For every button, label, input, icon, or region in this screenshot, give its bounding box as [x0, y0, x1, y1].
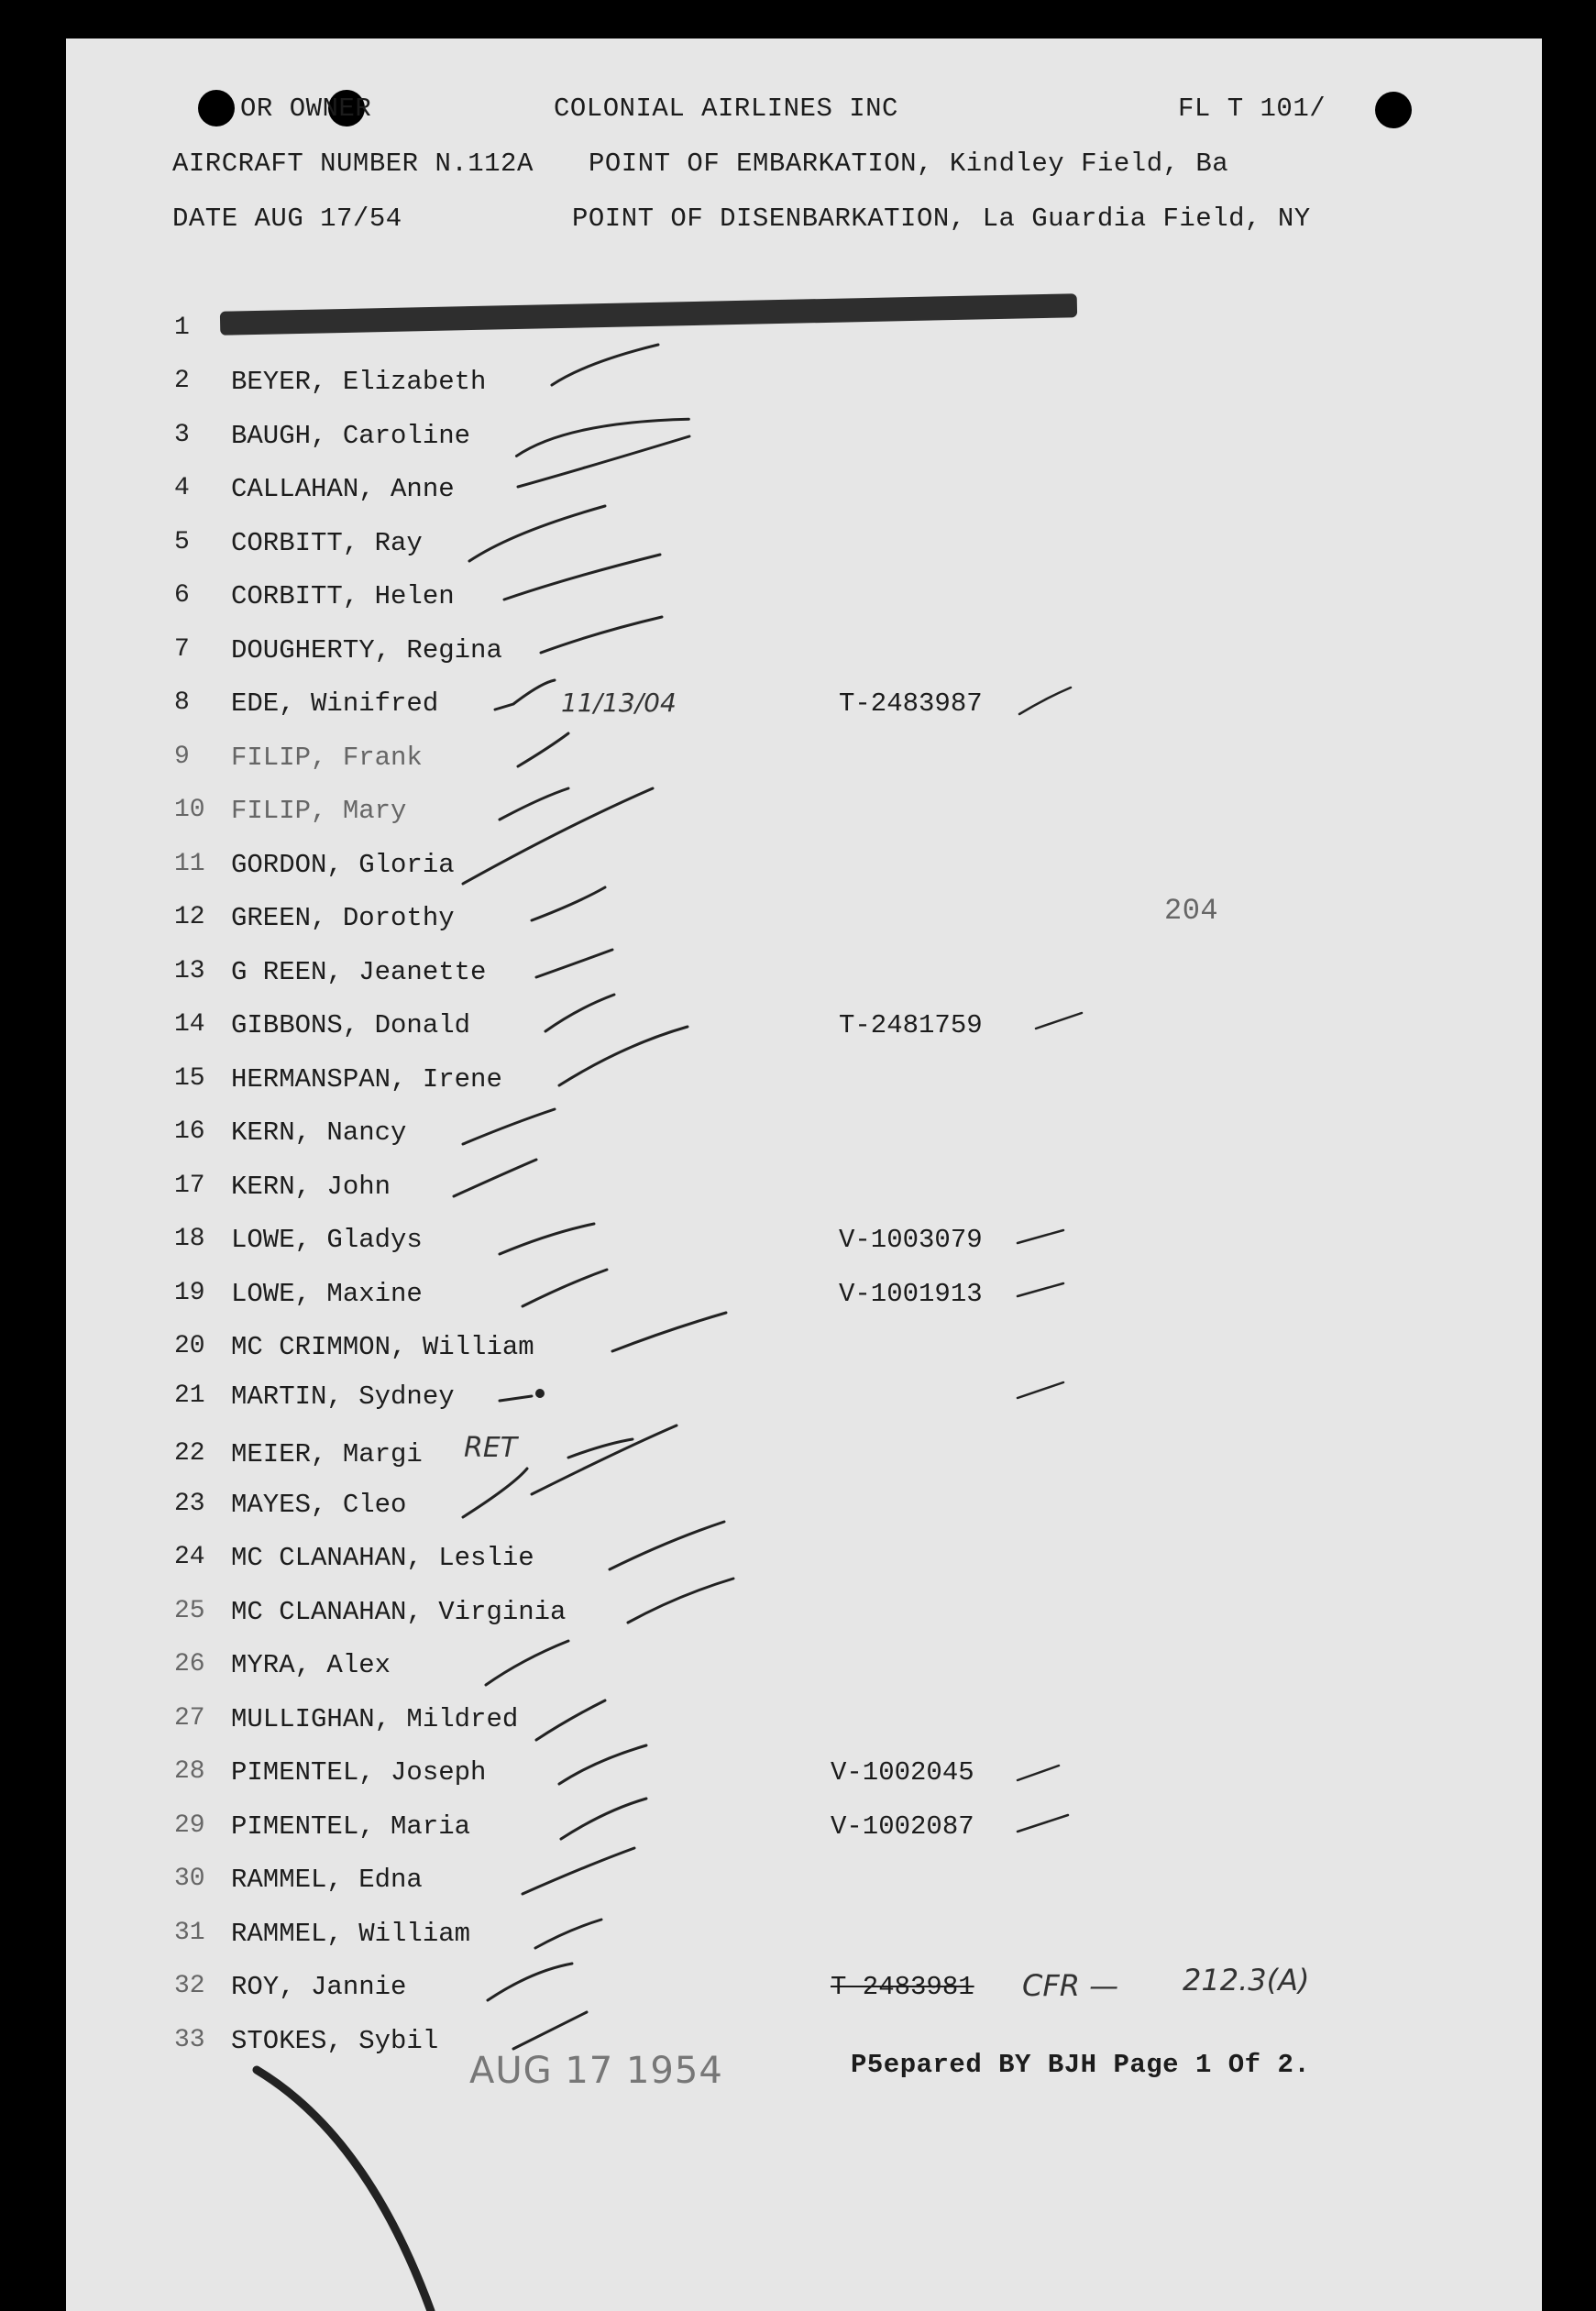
row-number: 19	[174, 1279, 205, 1307]
row-number: 13	[174, 957, 205, 985]
ticket-number: T-2483987	[839, 688, 983, 719]
owner-label: OR OWNER	[240, 94, 372, 124]
passenger-name: GREEN, Dorothy	[231, 903, 455, 933]
row-number: 5	[174, 528, 190, 556]
row-number: 23	[174, 1490, 205, 1518]
row-number: 17	[174, 1172, 205, 1200]
passenger-name: BEYER, Elizabeth	[231, 367, 487, 397]
handwritten-margaret-suffix: RET	[464, 1432, 518, 1464]
row-number: 31	[174, 1919, 205, 1947]
passenger-name: STOKES, Sybil	[231, 2026, 439, 2056]
embarkation-point: POINT OF EMBARKATION, Kindley Field, Ba	[589, 149, 1229, 179]
ticket-number-struck: T 2483981	[831, 1972, 974, 2002]
passenger-name: LOWE, Maxine	[231, 1279, 423, 1309]
row-number: 9	[174, 743, 190, 771]
row-number: 15	[174, 1064, 205, 1093]
aircraft-number: AIRCRAFT NUMBER N.112A	[172, 149, 534, 179]
prepared-by-footer: P5epared BY BJH Page 1 Of 2.	[851, 2050, 1311, 2080]
disembarkation-point: POINT OF DISENBARKATION, La Guardia Field, NY	[572, 204, 1311, 234]
ticket-number: V-1002087	[831, 1811, 974, 1842]
passenger-name: DOUGHERTY, Regina	[231, 635, 502, 666]
passenger-name: CALLAHAN, Anne	[231, 474, 455, 504]
row-number: 8	[174, 688, 190, 717]
margin-number: 204	[1164, 894, 1219, 928]
row-number: 27	[174, 1704, 205, 1733]
passenger-name: MC CLANAHAN, Leslie	[231, 1543, 534, 1573]
airline-name: COLONIAL AIRLINES INC	[554, 94, 898, 124]
row-number: 28	[174, 1757, 205, 1786]
passenger-name: MC CRIMMON, William	[231, 1332, 534, 1362]
row-number: 30	[174, 1865, 205, 1893]
row-number: 4	[174, 474, 190, 502]
row-number: 14	[174, 1010, 205, 1039]
passenger-name: MEIER, Margi	[231, 1439, 423, 1469]
passenger-name: HERMANSPAN, Irene	[231, 1064, 502, 1095]
row-number: 3	[174, 421, 190, 449]
passenger-name: BAUGH, Caroline	[231, 421, 471, 451]
passenger-name: GORDON, Gloria	[231, 850, 455, 880]
row-number: 24	[174, 1543, 205, 1571]
passenger-name: MYRA, Alex	[231, 1650, 391, 1680]
row-number: 25	[174, 1597, 205, 1625]
row-number: 21	[174, 1381, 205, 1410]
passenger-name: EDE, Winifred	[231, 688, 439, 719]
row-number: 2	[174, 367, 190, 395]
row-number: 1	[174, 314, 190, 342]
passenger-name: PIMENTEL, Maria	[231, 1811, 471, 1842]
passenger-name: KERN, John	[231, 1172, 391, 1202]
row-number: 32	[174, 1972, 205, 2000]
passenger-name: LOWE, Gladys	[231, 1225, 423, 1255]
ticket-number: V-1002045	[831, 1757, 974, 1788]
row-number: 29	[174, 1811, 205, 1840]
row-number: 16	[174, 1117, 205, 1146]
passenger-name: RAMMEL, Edna	[231, 1865, 423, 1895]
flight-number: FL T 101/	[1178, 94, 1326, 124]
row-number: 22	[174, 1439, 205, 1468]
passenger-name: CORBITT, Ray	[231, 528, 423, 558]
manifest-date: DATE AUG 17/54	[172, 204, 402, 234]
passenger-name: CORBITT, Helen	[231, 581, 455, 611]
row-number: 12	[174, 903, 205, 931]
row-number: 33	[174, 2026, 205, 2054]
ticket-number: V-1003079	[839, 1225, 983, 1255]
passenger-name: MULLIGHAN, Mildred	[231, 1704, 519, 1734]
handwritten-cfr-note: CFR —	[1022, 1968, 1119, 2003]
passenger-name: ROY, Jannie	[231, 1972, 407, 2002]
ticket-number: T-2481759	[839, 1010, 983, 1040]
row-number: 26	[174, 1650, 205, 1678]
passenger-name: MC CLANAHAN, Virginia	[231, 1597, 567, 1627]
received-date-stamp: AUG 17 1954	[469, 2050, 723, 2092]
passenger-name: G REEN, Jeanette	[231, 957, 487, 987]
passenger-name: FILIP, Frank	[231, 743, 423, 773]
row-number: 11	[174, 850, 205, 878]
passenger-name: PIMENTEL, Joseph	[231, 1757, 487, 1788]
passenger-name: MAYES, Cleo	[231, 1490, 407, 1520]
row-number: 18	[174, 1225, 205, 1253]
row-number: 7	[174, 635, 190, 664]
handwritten-date-note: 11/13/04	[561, 688, 677, 718]
row-number: 20	[174, 1332, 205, 1360]
ticket-number: V-1001913	[839, 1279, 983, 1309]
passenger-name: RAMMEL, William	[231, 1919, 471, 1949]
row-number: 10	[174, 796, 205, 824]
passenger-name: GIBBONS, Donald	[231, 1010, 471, 1040]
handwritten-cfr-section: 212.3(A)	[1183, 1963, 1310, 1997]
row-number: 6	[174, 581, 190, 610]
passenger-name: KERN, Nancy	[231, 1117, 407, 1148]
passenger-name: MARTIN, Sydney	[231, 1381, 455, 1412]
passenger-name: FILIP, Mary	[231, 796, 407, 826]
